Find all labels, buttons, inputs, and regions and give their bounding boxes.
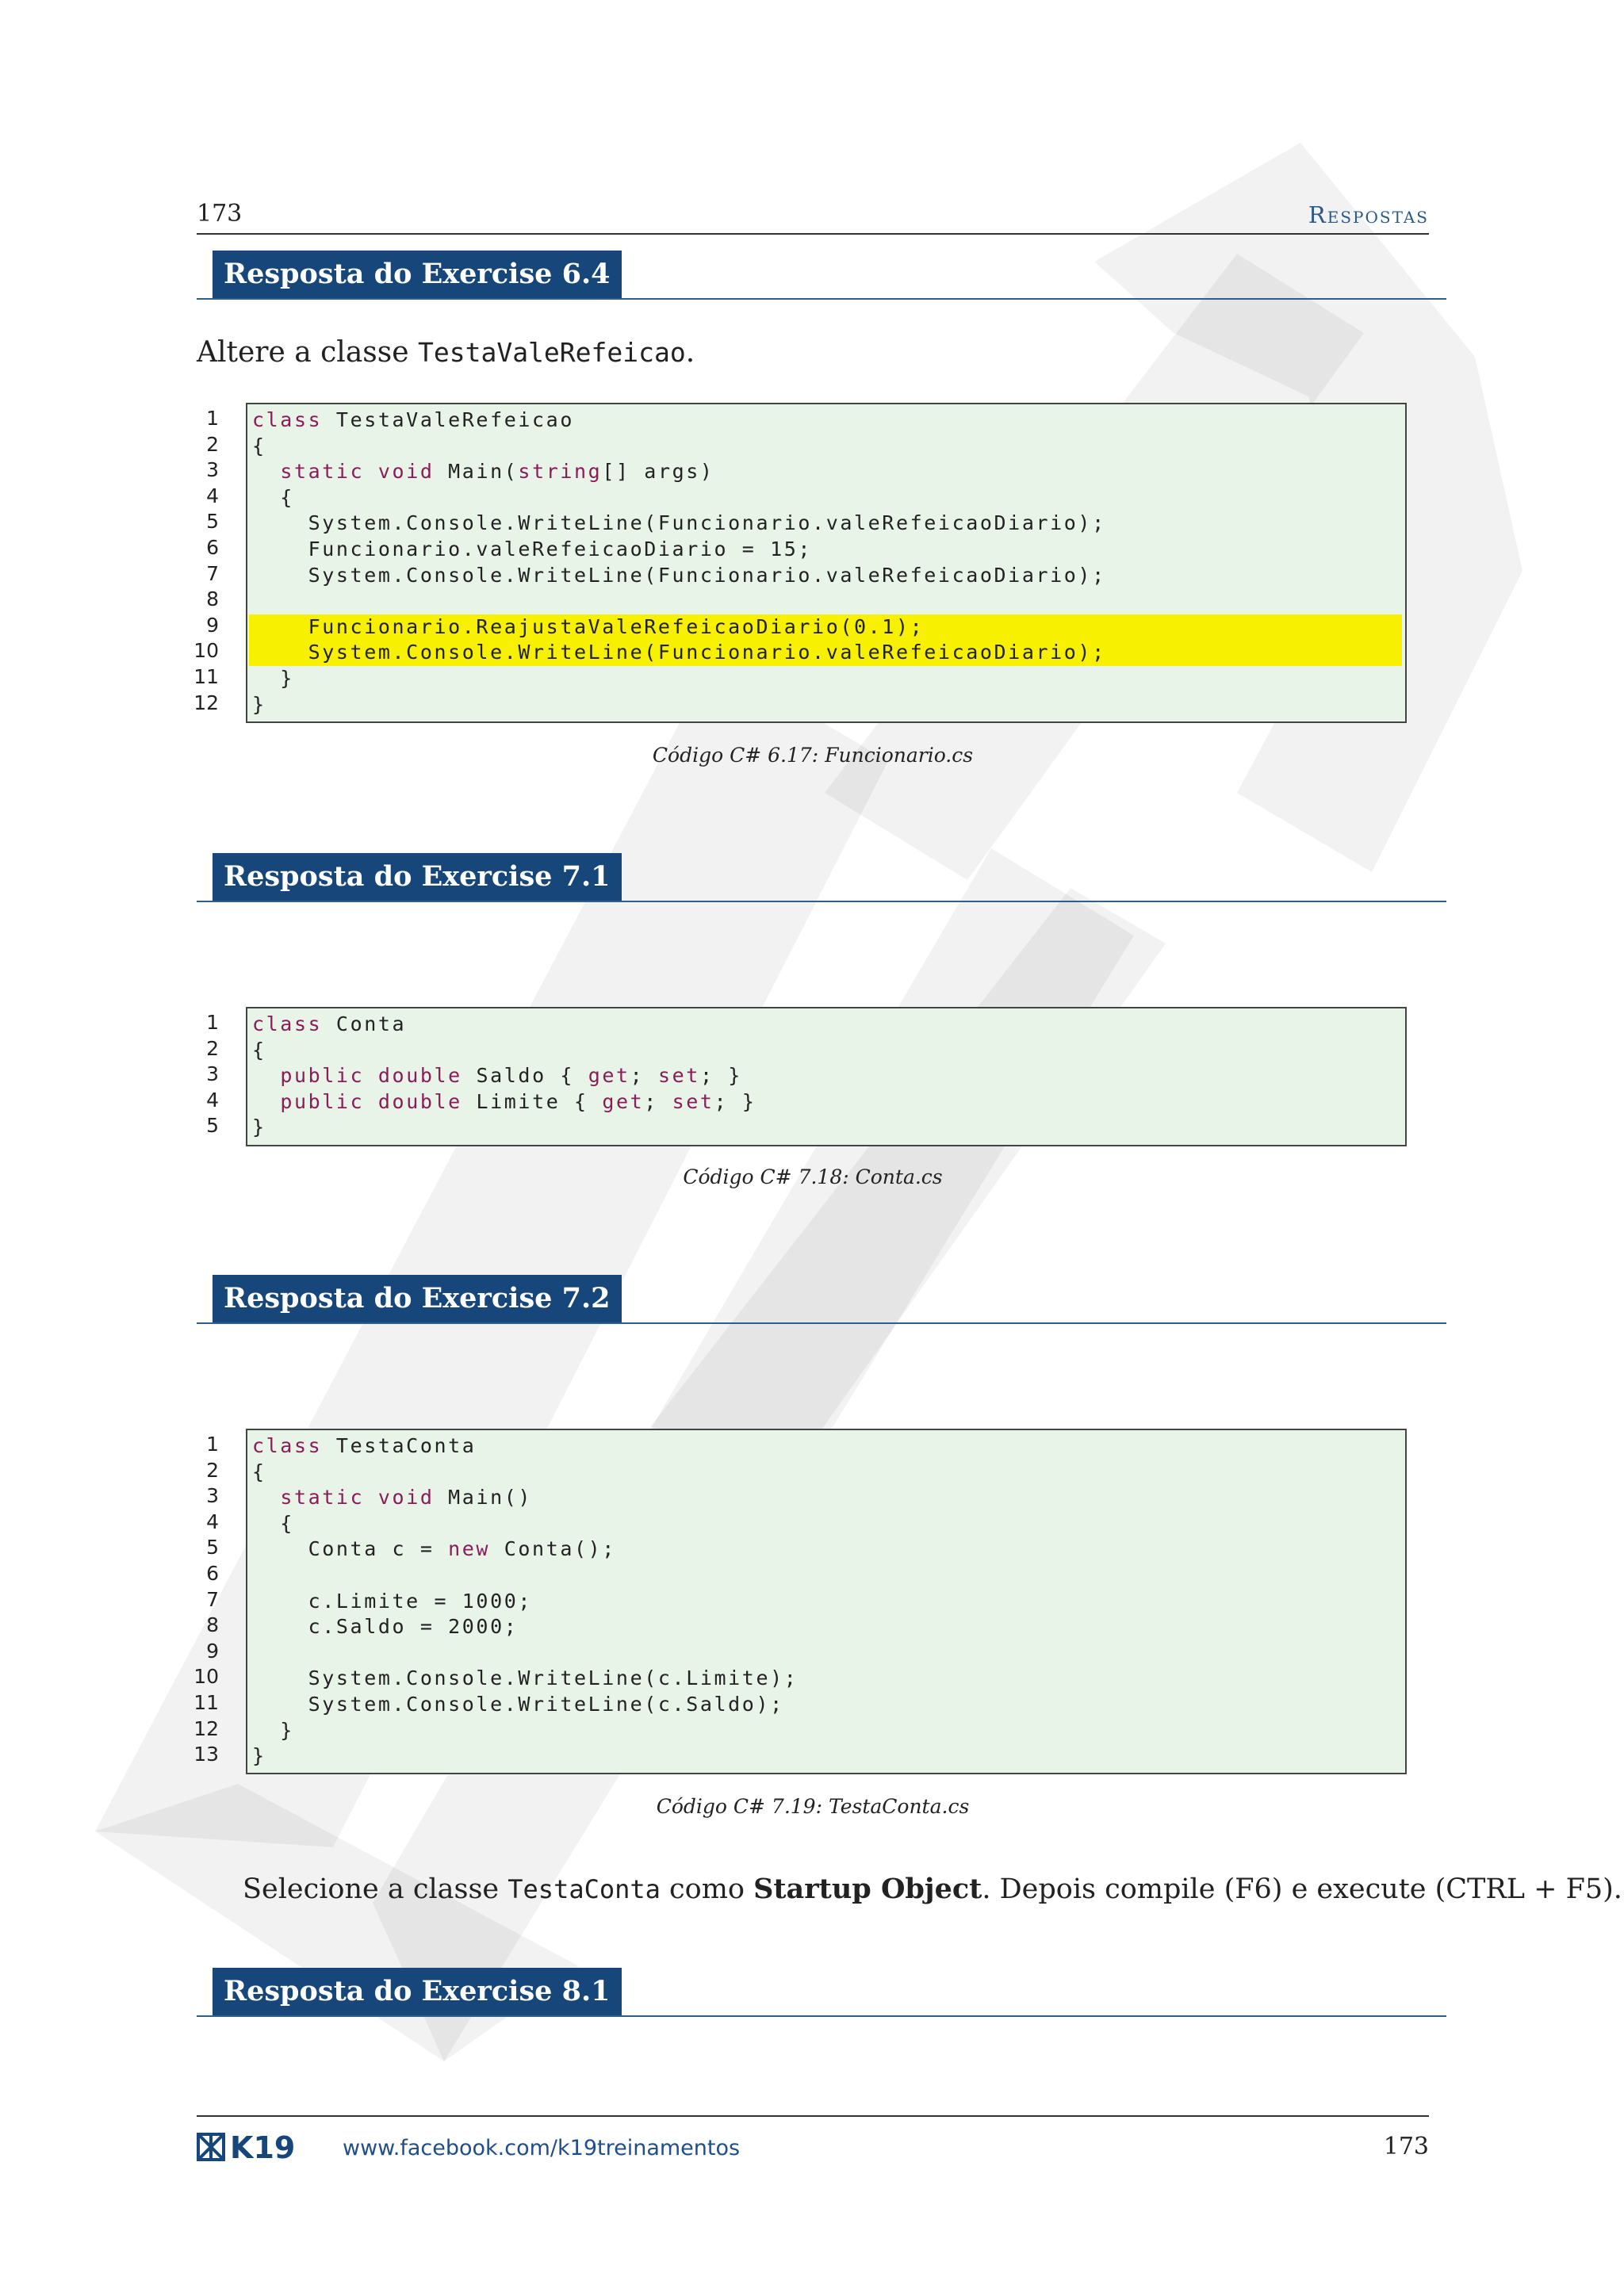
code-text xyxy=(364,1090,378,1113)
code-text: } xyxy=(252,666,294,690)
code-text: Main() xyxy=(434,1486,533,1510)
code-line xyxy=(247,511,1405,537)
code-text xyxy=(364,460,378,483)
code-text: Saldo { xyxy=(462,1064,588,1088)
line-number: 11 xyxy=(193,1690,219,1714)
code-line xyxy=(247,1063,1405,1089)
code-line xyxy=(247,408,1405,434)
code-line xyxy=(247,1089,1405,1115)
section-heading-7-1 xyxy=(197,853,1446,902)
code-text: TestaValeRefeicao xyxy=(322,408,574,431)
code-text xyxy=(252,1486,280,1509)
code-text: Funcionario.valeRefeicaoDiario = 15; xyxy=(252,537,813,561)
line-number: 12 xyxy=(193,691,219,714)
svg-text:K19: K19 xyxy=(230,2131,296,2163)
code-caption: Código C# 6.17: Funcionario.cs xyxy=(652,744,974,767)
code-text: Funcionario.ReajustaValeRefeicaoDiario(0.1); xyxy=(252,614,925,638)
code-line xyxy=(247,1460,1405,1486)
section-heading-8-1 xyxy=(197,1968,1446,2017)
code-text: Limite { xyxy=(462,1089,603,1113)
code-text: } xyxy=(252,1744,266,1768)
code-line xyxy=(247,1640,1405,1667)
code-text: } xyxy=(252,1115,266,1139)
intro-paragraph: Altere a classe TestaValeRefeicao. xyxy=(197,336,695,369)
k19-logo-icon xyxy=(197,2131,320,2163)
line-number: 2 xyxy=(206,1458,219,1482)
code-keyword: string xyxy=(518,460,603,484)
section-heading-7-2 xyxy=(197,1275,1446,1324)
line-numbers xyxy=(181,1010,219,1139)
startup-note: Selecione a classe TestaConta como Startup Object. Depois compile (F6) e execute (CTRL + F5). xyxy=(243,1873,1622,1905)
line-number: 3 xyxy=(206,1062,219,1086)
code-text xyxy=(364,1486,378,1509)
inline-code: TestaValeRefeicao xyxy=(417,337,686,368)
line-number: 4 xyxy=(206,484,219,507)
code-text xyxy=(252,1090,280,1113)
line-number: 2 xyxy=(206,432,219,456)
code-line xyxy=(247,1115,1405,1141)
k19-logo xyxy=(197,2131,320,2166)
code-line xyxy=(247,1433,1405,1460)
code-line xyxy=(247,459,1405,485)
code-line xyxy=(247,666,1405,692)
code-line xyxy=(249,614,1402,641)
line-number: 10 xyxy=(193,639,219,663)
section-heading-label: Resposta do Exercise 6.4 xyxy=(213,251,622,298)
code-text: ; xyxy=(644,1089,672,1113)
line-number: 7 xyxy=(206,561,219,585)
line-number: 4 xyxy=(206,1088,219,1112)
code-keyword: set xyxy=(657,1064,700,1088)
code-text: } xyxy=(252,692,266,716)
code-keyword: double xyxy=(377,1064,462,1088)
code-line xyxy=(247,485,1405,511)
code-text: ; xyxy=(630,1064,658,1088)
line-number: 6 xyxy=(206,535,219,559)
code-line xyxy=(247,1614,1405,1640)
code-text: System.Console.WriteLine(Funcionario.valeRefeicaoDiario); xyxy=(252,641,1106,664)
code-text: Conta xyxy=(322,1012,407,1035)
code-listing-testaconta xyxy=(246,1429,1407,1774)
code-keyword: void xyxy=(377,1486,435,1510)
line-number: 5 xyxy=(206,1536,219,1559)
line-number: 8 xyxy=(206,587,219,611)
code-line xyxy=(247,1038,1405,1064)
code-text: Conta c = xyxy=(252,1537,449,1561)
code-text: Conta(); xyxy=(490,1537,616,1561)
line-number: 6 xyxy=(206,1561,219,1585)
code-listing-funcionario xyxy=(246,403,1407,723)
code-text: System.Console.WriteLine(c.Saldo); xyxy=(252,1692,784,1716)
section-heading-label: Resposta do Exercise 7.1 xyxy=(213,853,622,901)
code-line xyxy=(247,1012,1405,1038)
code-listing-conta xyxy=(246,1007,1407,1146)
line-number: 1 xyxy=(206,407,219,430)
line-number: 9 xyxy=(206,1639,219,1663)
code-line xyxy=(247,1589,1405,1615)
code-text xyxy=(252,1064,280,1087)
line-number: 8 xyxy=(206,1613,219,1637)
code-text: System.Console.WriteLine(Funcionario.valeRefeicaoDiario); xyxy=(252,563,1106,587)
footer-rule xyxy=(197,2115,1429,2117)
header-section-title: Respostas xyxy=(1308,201,1429,228)
footer-link[interactable]: www.facebook.com/k19treinamentos xyxy=(343,2136,741,2160)
code-text: System.Console.WriteLine(Funcionario.valeRefeicaoDiario); xyxy=(252,511,1106,535)
code-text: Main( xyxy=(434,460,519,484)
code-keyword: static xyxy=(280,1486,365,1510)
code-line xyxy=(247,588,1405,614)
code-text xyxy=(364,1064,378,1087)
code-line xyxy=(247,692,1405,718)
code-line xyxy=(247,1511,1405,1537)
code-keyword: get xyxy=(588,1064,630,1088)
code-line xyxy=(247,563,1405,589)
code-text: TestaConta xyxy=(322,1434,477,1457)
section-heading-6-4 xyxy=(197,251,1446,300)
code-caption: Código C# 7.18: Conta.cs xyxy=(683,1165,943,1188)
line-number: 7 xyxy=(206,1587,219,1611)
line-number: 11 xyxy=(193,664,219,688)
code-text: } xyxy=(252,1718,294,1742)
section-heading-label: Resposta do Exercise 7.2 xyxy=(213,1275,622,1322)
code-line xyxy=(247,1536,1405,1563)
running-header xyxy=(197,197,1429,235)
code-line xyxy=(249,640,1402,666)
line-number: 13 xyxy=(193,1743,219,1766)
line-number: 3 xyxy=(206,458,219,482)
bold-term: Startup Object xyxy=(753,1873,982,1905)
code-text: ; } xyxy=(699,1064,742,1088)
header-page-number: 173 xyxy=(197,200,243,228)
line-number: 5 xyxy=(206,1114,219,1138)
code-caption: Código C# 7.19: TestaConta.cs xyxy=(656,1795,970,1818)
code-text: c.Limite = 1000; xyxy=(252,1589,533,1613)
code-text xyxy=(252,460,280,483)
code-text: { xyxy=(252,434,266,457)
code-text: ; } xyxy=(714,1089,756,1113)
code-keyword: get xyxy=(602,1089,645,1113)
line-number: 9 xyxy=(206,613,219,637)
code-text: c.Saldo = 2000; xyxy=(252,1615,519,1639)
section-heading-label: Resposta do Exercise 8.1 xyxy=(213,1968,622,2015)
code-line xyxy=(247,1666,1405,1692)
footer-page-number: 173 xyxy=(1383,2133,1429,2160)
code-keyword: new xyxy=(448,1537,491,1561)
code-keyword: set xyxy=(672,1089,714,1113)
code-keyword: public xyxy=(280,1089,365,1113)
line-numbers xyxy=(181,1432,219,1768)
line-number: 3 xyxy=(206,1484,219,1508)
line-number: 1 xyxy=(206,1433,219,1456)
code-line xyxy=(247,537,1405,563)
code-line xyxy=(247,1743,1405,1770)
line-number: 12 xyxy=(193,1716,219,1740)
code-text: { xyxy=(252,1511,294,1535)
line-number: 1 xyxy=(206,1011,219,1034)
line-number: 10 xyxy=(193,1665,219,1689)
line-number: 4 xyxy=(206,1510,219,1533)
code-text: { xyxy=(252,485,294,509)
inline-code: TestaConta xyxy=(508,1874,661,1904)
code-line xyxy=(247,1692,1405,1718)
code-text: { xyxy=(252,1038,266,1062)
code-keyword: class xyxy=(252,408,323,431)
code-keyword: void xyxy=(377,460,435,484)
code-text: [] args) xyxy=(602,460,714,484)
code-line xyxy=(247,1563,1405,1589)
code-line xyxy=(247,1718,1405,1744)
line-number: 2 xyxy=(206,1036,219,1060)
line-number: 5 xyxy=(206,510,219,534)
code-keyword: class xyxy=(252,1012,323,1035)
code-keyword: public xyxy=(280,1064,365,1088)
line-numbers xyxy=(181,406,219,716)
code-keyword: double xyxy=(377,1089,462,1113)
code-text: { xyxy=(252,1460,266,1483)
code-line xyxy=(247,1485,1405,1511)
code-keyword: static xyxy=(280,460,365,484)
code-keyword: class xyxy=(252,1434,323,1457)
code-line xyxy=(247,434,1405,460)
code-text: System.Console.WriteLine(c.Limite); xyxy=(252,1667,799,1690)
